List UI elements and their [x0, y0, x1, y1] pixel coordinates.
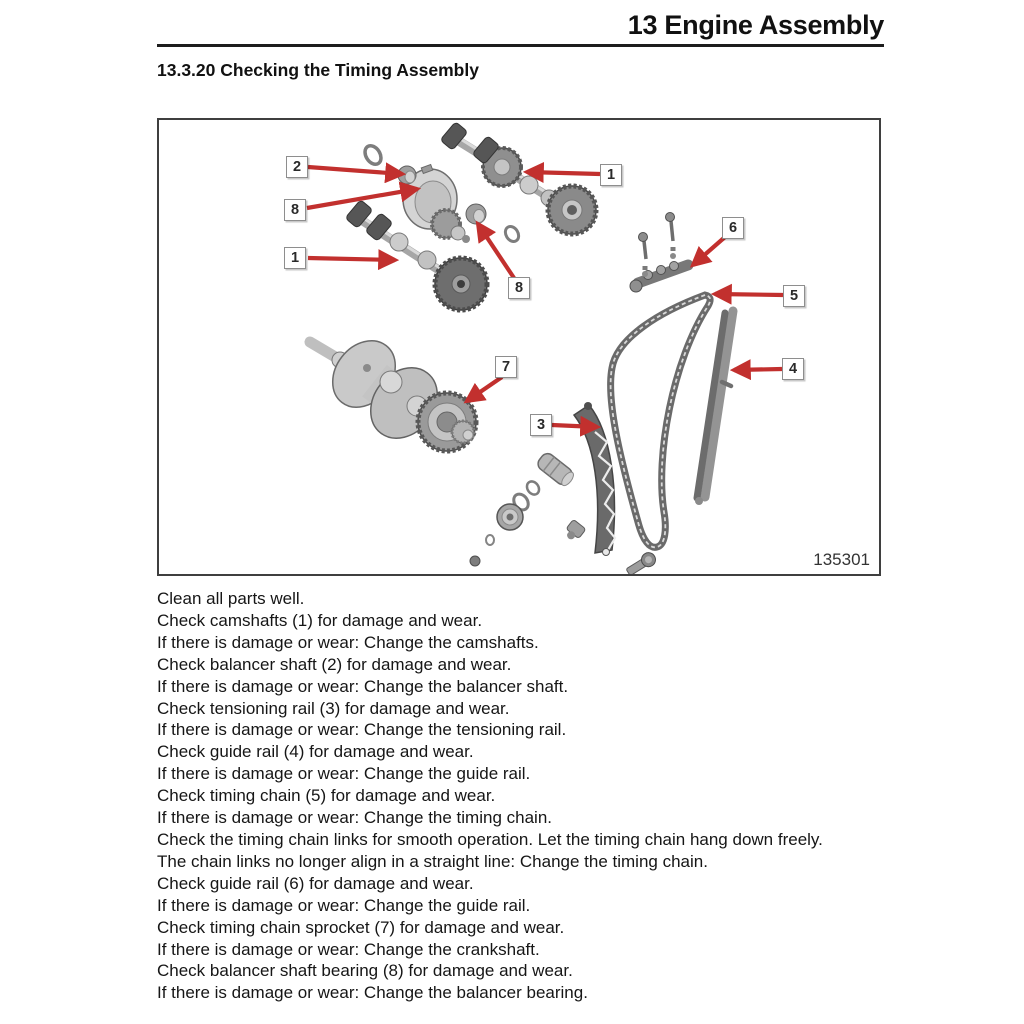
procedure-line: If there is damage or wear: Change the camshafts.: [157, 632, 539, 652]
callout-3: [530, 414, 552, 436]
callout-7: [495, 356, 517, 378]
callout-label: 2: [292, 158, 302, 175]
arrow-to-part-2: [308, 167, 402, 174]
arrow-to-part-3: [552, 425, 597, 427]
procedure-line: If there is damage or wear: Change the crankshaft.: [157, 939, 540, 959]
callout-1-upper: [600, 164, 622, 186]
arrow-to-part-7: [467, 377, 502, 401]
procedure-line: Check balancer shaft bearing (8) for damage and wear.: [157, 961, 573, 981]
callout-label: 3: [536, 416, 546, 433]
callout-8-upper: [284, 199, 306, 221]
section-title: 13.3.20 Checking the Timing Assembly: [157, 60, 479, 80]
balancer-bearing-rear: [466, 204, 486, 224]
callout-label: 8: [514, 279, 524, 296]
callout-label: 5: [789, 287, 799, 304]
procedure-line: The chain links no longer align in a straight line: Change the timing chain.: [157, 851, 708, 871]
procedure-line: Check guide rail (6) for damage and wear.: [157, 873, 474, 893]
callout-1-lower: [284, 247, 306, 269]
callout-2: [286, 156, 308, 178]
guide-rail-upper: [630, 262, 688, 293]
procedure-line: Check timing chain (5) for damage and wear.: [157, 786, 496, 806]
callout-label: 6: [728, 219, 738, 236]
timing-assembly-diagram: [159, 120, 879, 574]
arrow-to-part-4: [734, 369, 782, 370]
figure-frame: [157, 118, 881, 576]
procedure-line: If there is damage or wear: Change the guide rail.: [157, 895, 531, 915]
procedure-line: Check the timing chain links for smooth operation. Let the timing chain hang down freely.: [157, 829, 823, 849]
procedure-line: Check balancer shaft (2) for damage and wear.: [157, 654, 512, 674]
page-header: [157, 8, 884, 47]
procedure-line: Check tensioning rail (3) for damage and wear.: [157, 698, 510, 718]
procedure-line: Check timing chain sprocket (7) for damage and wear.: [157, 917, 565, 937]
callout-label: 4: [788, 360, 798, 377]
procedure-line: Clean all parts well.: [157, 589, 305, 608]
timing-chain: [611, 295, 711, 547]
callout-label: 8: [290, 201, 300, 218]
seal-ring-lower: [503, 224, 522, 244]
chapter-title: 13 Engine Assembly: [627, 10, 884, 40]
seal-ring-upper: [362, 143, 384, 167]
arrow-to-part-1-lower: [308, 258, 395, 260]
figure-number: 135301: [813, 550, 870, 569]
arrow-to-part-5: [715, 294, 783, 295]
callout-6: [722, 217, 744, 239]
procedure-line: If there is damage or wear: Change the tensioning rail.: [157, 720, 567, 740]
callout-5: [783, 285, 805, 307]
procedure-text: [157, 588, 902, 1004]
chain-tensioner-parts: [470, 451, 658, 574]
arrow-to-part-6: [693, 237, 725, 265]
callout-label: 1: [606, 166, 616, 183]
camshaft-exhaust: [440, 122, 596, 234]
guide-rail-long: [695, 311, 733, 505]
crankshaft: [310, 328, 476, 451]
callout-4: [782, 358, 804, 380]
procedure-line: If there is damage or wear: Change the balancer shaft.: [157, 676, 569, 696]
procedure-line: If there is damage or wear: Change the guide rail.: [157, 764, 531, 784]
arrow-to-part-1-upper: [527, 172, 600, 174]
callout-label: 1: [290, 249, 300, 266]
callout-label: 7: [501, 358, 511, 375]
procedure-line: If there is damage or wear: Change the timing chain.: [157, 808, 552, 828]
procedure-line: Check guide rail (4) for damage and wear.: [157, 742, 474, 762]
procedure-line: If there is damage or wear: Change the balancer bearing.: [157, 983, 588, 1003]
header-rule: [157, 44, 884, 47]
callout-8-lower: [508, 277, 530, 299]
procedure-line: Check camshafts (1) for damage and wear.: [157, 610, 483, 630]
